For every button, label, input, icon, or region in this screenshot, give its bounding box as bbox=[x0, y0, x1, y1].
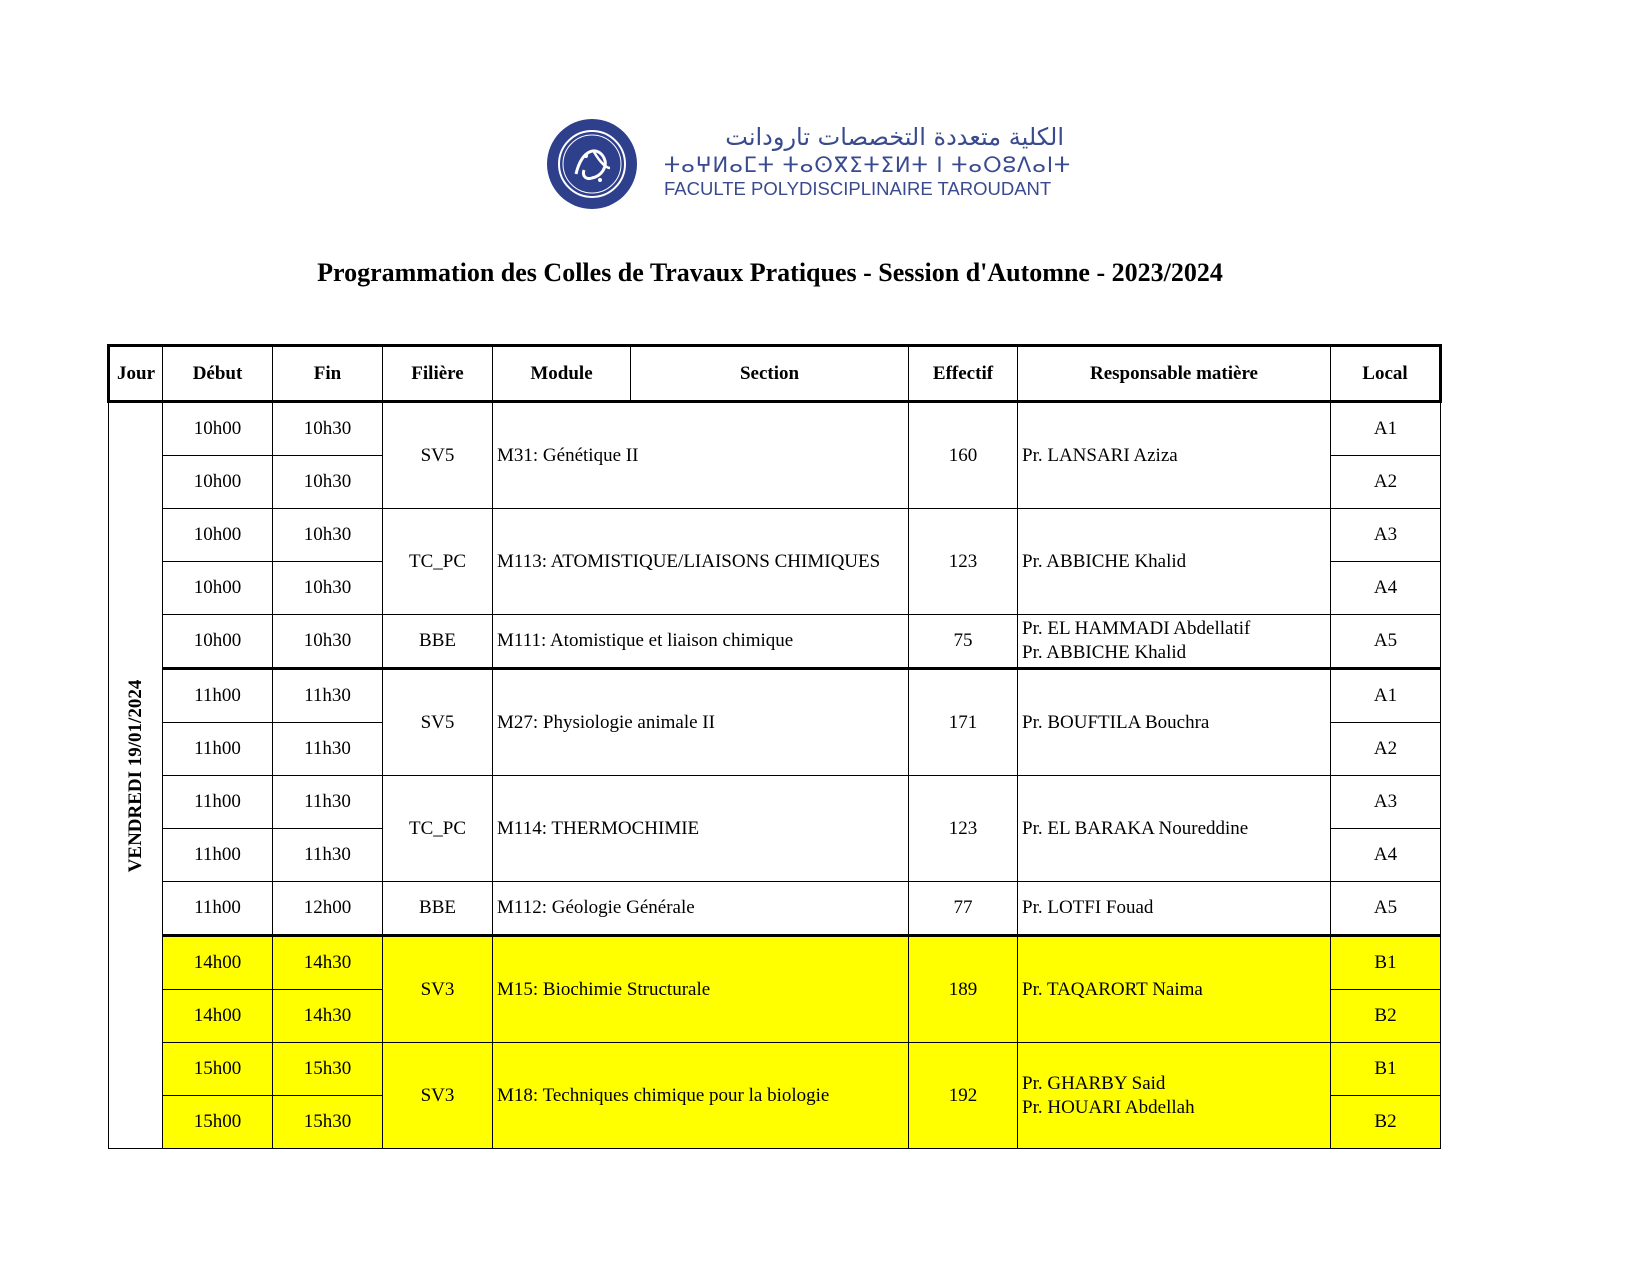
column-header: Module bbox=[493, 346, 631, 402]
start-time-cell: 10h00 bbox=[163, 402, 273, 456]
local-cell: B1 bbox=[1331, 1043, 1441, 1096]
local-cell: A2 bbox=[1331, 456, 1441, 509]
end-time-cell: 15h30 bbox=[273, 1043, 383, 1096]
local-cell: A5 bbox=[1331, 615, 1441, 669]
filiere-cell: SV5 bbox=[383, 402, 493, 509]
filiere-cell: SV3 bbox=[383, 1043, 493, 1149]
responsable-name: Pr. GHARBY Said bbox=[1022, 1072, 1166, 1094]
effectif-cell: 160 bbox=[909, 402, 1018, 509]
module-cell: M112: Géologie Générale bbox=[493, 882, 909, 936]
local-cell: B2 bbox=[1331, 990, 1441, 1043]
responsable-name: Pr. ABBICHE Khalid bbox=[1022, 550, 1187, 572]
module-cell: M113: ATOMISTIQUE/LIAISONS CHIMIQUES bbox=[493, 509, 909, 615]
table-row bbox=[109, 615, 1441, 669]
responsable-cell bbox=[1018, 669, 1331, 776]
faculty-name-tifinagh: ⵜⴰⵖⵍⴰⵎⵜ ⵜⴰⵙⴳⵉⵜⵉⵍⵜ ⵏ ⵜⴰⵔⵓⴷⴰⵏⵜ bbox=[664, 153, 1072, 177]
module-cell: M111: Atomistique et liaison chimique bbox=[493, 615, 909, 669]
responsable-cell bbox=[1018, 509, 1331, 615]
column-header: Responsable matière bbox=[1018, 346, 1331, 402]
end-time-cell: 11h30 bbox=[273, 723, 383, 776]
day-label: VENDREDI 19/01/2024 bbox=[124, 679, 146, 872]
column-header: Jour bbox=[109, 346, 163, 402]
start-time-cell: 11h00 bbox=[163, 776, 273, 829]
day-cell bbox=[109, 402, 163, 1149]
local-cell: A5 bbox=[1331, 882, 1441, 936]
local-cell: A1 bbox=[1331, 669, 1441, 723]
effectif-cell: 77 bbox=[909, 882, 1018, 936]
table-row bbox=[109, 882, 1441, 936]
column-header: Filière bbox=[383, 346, 493, 402]
end-time-cell: 10h30 bbox=[273, 402, 383, 456]
local-cell: A2 bbox=[1331, 723, 1441, 776]
faculty-name-french: FACULTE POLYDISCIPLINAIRE TAROUDANT bbox=[664, 178, 1052, 199]
responsable-cell bbox=[1018, 776, 1331, 882]
start-time-cell: 11h00 bbox=[163, 882, 273, 936]
filiere-cell: BBE bbox=[383, 882, 493, 936]
local-cell: A4 bbox=[1331, 829, 1441, 882]
start-time-cell: 15h00 bbox=[163, 1043, 273, 1096]
schedule-table bbox=[107, 344, 1442, 1149]
responsable-name: Pr. LANSARI Aziza bbox=[1022, 444, 1178, 466]
column-header: Fin bbox=[273, 346, 383, 402]
responsable-name: Pr. TAQARORT Naima bbox=[1022, 978, 1203, 1000]
start-time-cell: 14h00 bbox=[163, 990, 273, 1043]
end-time-cell: 15h30 bbox=[273, 1096, 383, 1149]
responsable-name: Pr. ABBICHE Khalid bbox=[1022, 642, 1187, 663]
table-row bbox=[109, 509, 1441, 562]
table-row bbox=[109, 776, 1441, 829]
module-cell: M31: Génétique II bbox=[493, 402, 909, 509]
filiere-cell: BBE bbox=[383, 615, 493, 669]
module-cell: M114: THERMOCHIMIE bbox=[493, 776, 909, 882]
end-time-cell: 10h30 bbox=[273, 615, 383, 669]
start-time-cell: 10h00 bbox=[163, 615, 273, 669]
faculty-header bbox=[546, 118, 1072, 210]
effectif-cell: 75 bbox=[909, 615, 1018, 669]
effectif-cell: 123 bbox=[909, 509, 1018, 615]
effectif-cell: 123 bbox=[909, 776, 1018, 882]
start-time-cell: 11h00 bbox=[163, 669, 273, 723]
faculty-name-arabic: الكلية متعددة التخصصات تارودانت bbox=[725, 123, 1064, 151]
filiere-cell: SV3 bbox=[383, 936, 493, 1043]
table-row bbox=[109, 1043, 1441, 1096]
page-title: Programmation des Colles de Travaux Pratiques - Session d'Automne - 2023/2024 bbox=[317, 258, 1223, 287]
faculty-logo-text bbox=[664, 122, 1072, 200]
local-cell: B1 bbox=[1331, 936, 1441, 990]
filiere-cell: TC_PC bbox=[383, 509, 493, 615]
table-header-row bbox=[109, 346, 1441, 402]
column-header: Section bbox=[631, 346, 909, 402]
end-time-cell: 10h30 bbox=[273, 456, 383, 509]
responsable-name: Pr. BOUFTILA Bouchra bbox=[1022, 711, 1210, 733]
responsable-cell bbox=[1018, 402, 1331, 509]
local-cell: A3 bbox=[1331, 509, 1441, 562]
responsable-name: Pr. EL HAMMADI Abdellatif bbox=[1022, 618, 1251, 639]
start-time-cell: 11h00 bbox=[163, 829, 273, 882]
effectif-cell: 192 bbox=[909, 1043, 1018, 1149]
local-cell: A1 bbox=[1331, 402, 1441, 456]
column-header: Local bbox=[1331, 346, 1441, 402]
responsable-name: Pr. LOTFI Fouad bbox=[1022, 897, 1154, 918]
local-cell: B2 bbox=[1331, 1096, 1441, 1149]
start-time-cell: 11h00 bbox=[163, 723, 273, 776]
start-time-cell: 14h00 bbox=[163, 936, 273, 990]
end-time-cell: 10h30 bbox=[273, 562, 383, 615]
filiere-cell: TC_PC bbox=[383, 776, 493, 882]
end-time-cell: 12h00 bbox=[273, 882, 383, 936]
local-cell: A3 bbox=[1331, 776, 1441, 829]
responsable-name: Pr. HOUARI Abdellah bbox=[1022, 1096, 1195, 1118]
university-seal-logo bbox=[546, 118, 638, 210]
responsable-cell bbox=[1018, 1043, 1331, 1149]
table-row bbox=[109, 669, 1441, 723]
responsable-name: Pr. EL BARAKA Noureddine bbox=[1022, 817, 1249, 839]
module-cell: M18: Techniques chimique pour la biologie bbox=[493, 1043, 909, 1149]
start-time-cell: 15h00 bbox=[163, 1096, 273, 1149]
effectif-cell: 171 bbox=[909, 669, 1018, 776]
end-time-cell: 14h30 bbox=[273, 936, 383, 990]
module-cell: M15: Biochimie Structurale bbox=[493, 936, 909, 1043]
filiere-cell: SV5 bbox=[383, 669, 493, 776]
table-row bbox=[109, 936, 1441, 990]
end-time-cell: 10h30 bbox=[273, 509, 383, 562]
column-header: Début bbox=[163, 346, 273, 402]
start-time-cell: 10h00 bbox=[163, 509, 273, 562]
column-header: Effectif bbox=[909, 346, 1018, 402]
module-cell: M27: Physiologie animale II bbox=[493, 669, 909, 776]
responsable-cell bbox=[1018, 882, 1331, 936]
effectif-cell: 189 bbox=[909, 936, 1018, 1043]
end-time-cell: 11h30 bbox=[273, 776, 383, 829]
local-cell: A4 bbox=[1331, 562, 1441, 615]
table-row bbox=[109, 402, 1441, 456]
responsable-cell bbox=[1018, 615, 1331, 669]
end-time-cell: 11h30 bbox=[273, 669, 383, 723]
end-time-cell: 11h30 bbox=[273, 829, 383, 882]
start-time-cell: 10h00 bbox=[163, 562, 273, 615]
end-time-cell: 14h30 bbox=[273, 990, 383, 1043]
responsable-cell bbox=[1018, 936, 1331, 1043]
start-time-cell: 10h00 bbox=[163, 456, 273, 509]
